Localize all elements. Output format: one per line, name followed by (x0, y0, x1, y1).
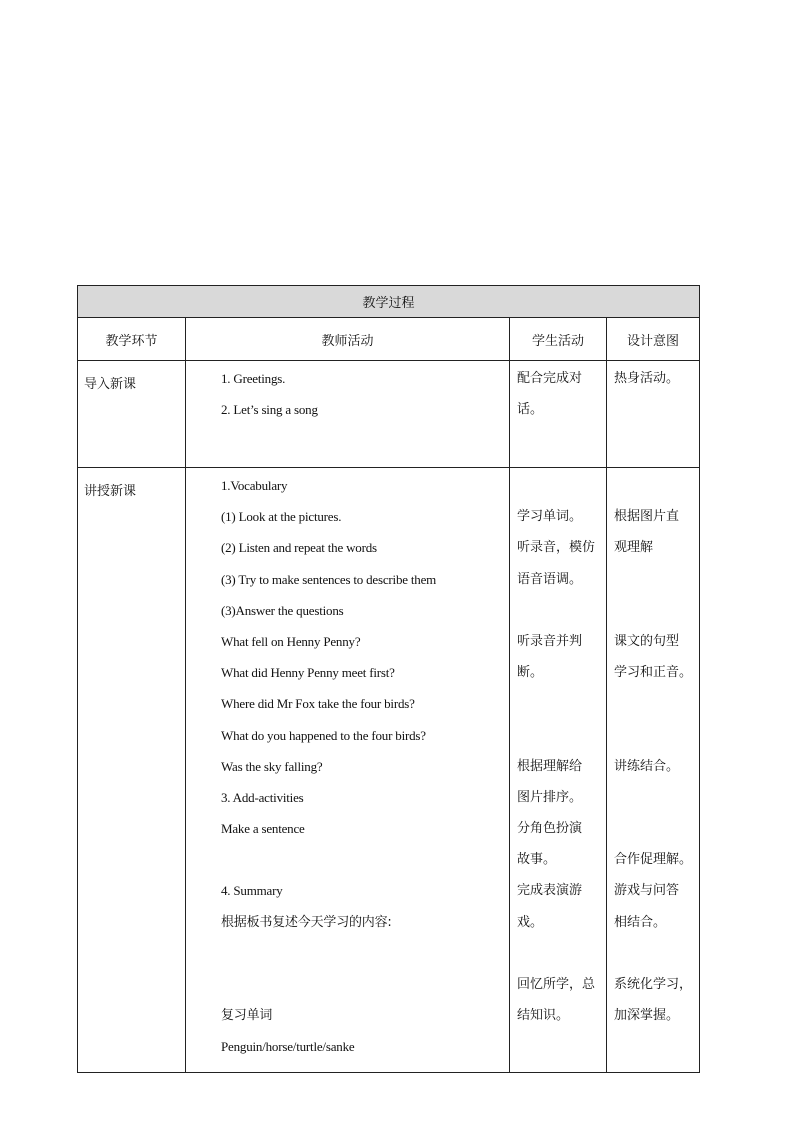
cell-line: 合作促理解。 (614, 852, 693, 868)
cell-line: What do you happened to the four birds? (221, 727, 426, 743)
cell-line: 断。 (517, 665, 544, 681)
cell-line: 游戏与问答 (614, 883, 680, 899)
cell-line: 复习单词 (221, 1008, 273, 1024)
cell-line: 根据理解给 (517, 758, 583, 774)
cell-line: 热身活动。 (614, 371, 680, 386)
table-header-row (78, 318, 700, 361)
cell-line (614, 1031, 693, 1062)
cell-line: 结知识。 (517, 1008, 570, 1024)
cell-line (614, 938, 693, 969)
cell-line (614, 688, 693, 719)
header-design-intent: 设计意图 (607, 318, 700, 361)
student-activity-lines (517, 470, 600, 1063)
student-activity-cell (510, 468, 607, 1073)
design-intent-lines (614, 470, 693, 1063)
teacher-activity-lines (221, 470, 509, 1063)
cell-line: 讲练结合。 (614, 758, 680, 774)
teacher-activity-cell (186, 468, 510, 1073)
teacher-activity-lines (221, 363, 509, 457)
cell-line (221, 969, 509, 1000)
cell-line (614, 782, 693, 813)
cell-line: 根据图片直 (614, 509, 680, 525)
cell-line: 话。 (517, 402, 544, 418)
cell-line: What fell on Henny Penny? (221, 633, 361, 649)
cell-line: 听录音并判 (517, 633, 583, 649)
stage-cell: 讲授新课 (78, 468, 186, 1073)
cell-line: 戏。 (517, 914, 544, 930)
cell-line: 学习单词。 (517, 509, 583, 525)
cell-line (614, 564, 693, 595)
cell-line (517, 720, 600, 751)
cell-line (517, 688, 600, 719)
cell-line: Was the sky falling? (221, 758, 323, 774)
cell-line: 4. Summary (221, 883, 283, 899)
teacher-activity-cell (186, 361, 510, 468)
cell-line (221, 425, 509, 456)
cell-line (517, 425, 600, 456)
stage-cell: 导入新课 (78, 361, 186, 468)
cell-line (614, 394, 693, 425)
cell-line (517, 938, 600, 969)
cell-line: 相结合。 (614, 914, 667, 930)
cell-line (614, 720, 693, 751)
header-student-activity: 学生活动 (510, 318, 607, 361)
cell-line: (1) Look at the pictures. (221, 509, 342, 525)
cell-line: 图片排序。 (517, 789, 583, 805)
design-intent-lines (614, 363, 693, 457)
cell-line (614, 425, 693, 456)
design-intent-cell (607, 468, 700, 1073)
teaching-process-table (77, 285, 700, 1073)
header-teacher-activity: 教师活动 (186, 318, 510, 361)
cell-line: 观理解 (614, 540, 654, 556)
cell-line: 系统化学习， (614, 977, 693, 992)
cell-line: Penguin/horse/turtle/sanke (221, 1039, 355, 1055)
cell-line: 回忆所学，总 (517, 977, 596, 992)
cell-line: 完成表演游 (517, 883, 583, 899)
header-stage: 教学环节 (78, 318, 186, 361)
cell-line (517, 595, 600, 626)
cell-line (614, 595, 693, 626)
cell-line: 听录音，模仿 (517, 540, 596, 556)
table-title-row (78, 286, 700, 318)
cell-line (221, 844, 509, 875)
cell-line: 语音语调。 (517, 571, 583, 587)
cell-line: (3)Answer the questions (221, 602, 344, 618)
cell-line: Where did Mr Fox take the four birds? (221, 696, 415, 712)
table-title: 教学过程 (78, 286, 700, 318)
cell-line (614, 470, 693, 501)
cell-line: 加深掌握。 (614, 1008, 680, 1024)
student-activity-lines (517, 363, 600, 457)
cell-line: 配合完成对 (517, 371, 583, 386)
student-activity-cell (510, 361, 607, 468)
cell-line: Make a sentence (221, 821, 305, 837)
cell-line: 2. Let’s sing a song (221, 402, 318, 418)
cell-line (517, 470, 600, 501)
cell-line: What did Henny Penny meet first? (221, 665, 395, 681)
table-row (78, 361, 700, 468)
cell-line: 1.Vocabulary (221, 478, 288, 493)
cell-line: 3. Add-activities (221, 789, 304, 805)
design-intent-cell (607, 361, 700, 468)
cell-line (614, 813, 693, 844)
cell-line: (3) Try to make sentences to describe them (221, 571, 437, 587)
cell-line: (2) Listen and repeat the words (221, 540, 377, 556)
cell-line: 1. Greetings. (221, 371, 286, 386)
cell-line: 课文的句型 (614, 633, 680, 649)
cell-line: 故事。 (517, 852, 557, 868)
table-row (78, 468, 700, 1073)
cell-line: 学习和正音。 (614, 665, 693, 681)
cell-line: 根据板书复述今天学习的内容: (221, 914, 392, 930)
cell-line (517, 1031, 600, 1062)
cell-line: 分角色扮演 (517, 821, 583, 837)
cell-line (221, 938, 509, 969)
